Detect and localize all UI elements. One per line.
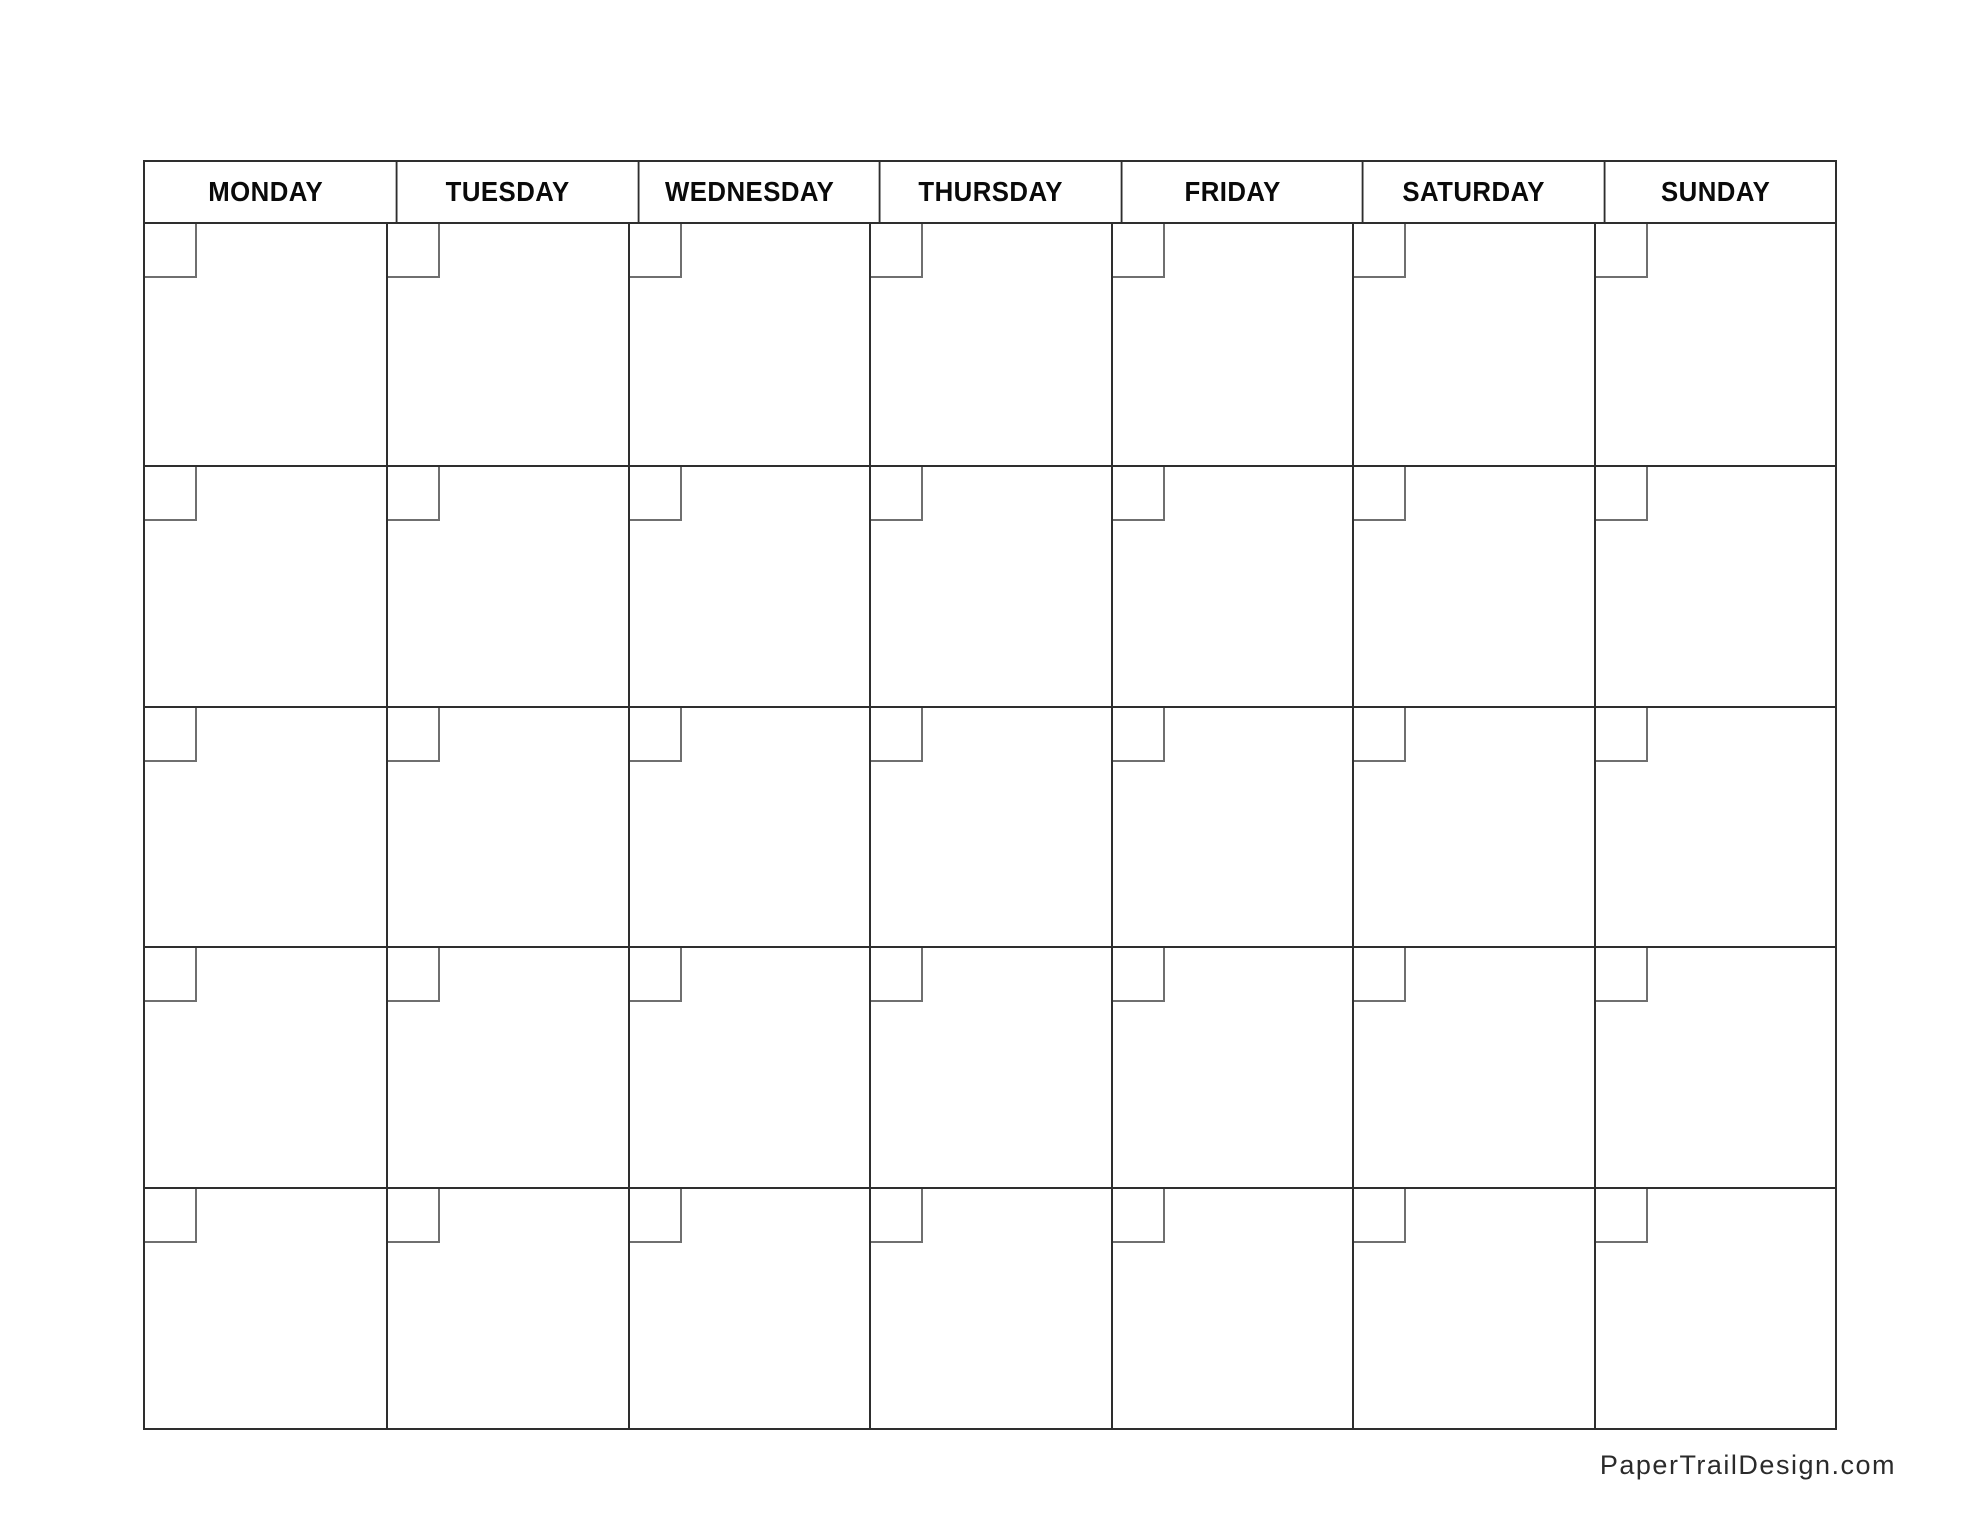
date-number-box <box>145 948 197 1002</box>
date-number-box <box>1596 467 1648 521</box>
calendar-cell <box>869 465 1110 706</box>
calendar-cell <box>628 465 869 706</box>
calendar-cell <box>386 1187 627 1428</box>
date-number-box <box>1113 224 1165 278</box>
calendar-cell <box>1594 1187 1835 1428</box>
date-number-box <box>1113 467 1165 521</box>
calendar-cell <box>628 1187 869 1428</box>
date-number-box <box>145 467 197 521</box>
date-number-box <box>145 708 197 762</box>
date-number-box <box>1354 708 1406 762</box>
calendar-cell <box>386 946 627 1187</box>
calendar-cell <box>145 465 386 706</box>
day-header-wednesday: WEDNESDAY <box>638 162 860 222</box>
calendar-header-row <box>145 162 1835 224</box>
date-number-box <box>871 948 923 1002</box>
calendar-cell <box>386 706 627 947</box>
calendar-cell <box>1111 1187 1352 1428</box>
date-number-box <box>388 467 440 521</box>
calendar-cell <box>1352 224 1593 465</box>
calendar-grid <box>143 160 1837 1430</box>
date-number-box <box>1596 948 1648 1002</box>
date-number-box <box>145 224 197 278</box>
day-header-tuesday: TUESDAY <box>396 162 618 222</box>
calendar-cell <box>1352 1187 1593 1428</box>
date-number-box <box>388 1189 440 1243</box>
day-header-friday: FRIDAY <box>1120 162 1342 222</box>
calendar-cell <box>145 1187 386 1428</box>
date-number-box <box>630 708 682 762</box>
calendar-cell <box>1594 946 1835 1187</box>
day-header-saturday: SATURDAY <box>1362 162 1584 222</box>
calendar-cell <box>869 224 1110 465</box>
date-number-box <box>1113 708 1165 762</box>
calendar-cell <box>869 706 1110 947</box>
calendar-cell <box>145 224 386 465</box>
date-number-box <box>630 948 682 1002</box>
date-number-box <box>630 224 682 278</box>
calendar-cell <box>628 224 869 465</box>
calendar-cell <box>145 946 386 1187</box>
calendar-cell <box>1352 706 1593 947</box>
date-number-box <box>1596 224 1648 278</box>
calendar-cell <box>628 946 869 1187</box>
calendar-cell <box>1111 706 1352 947</box>
calendar-cell <box>628 706 869 947</box>
calendar-cell <box>386 465 627 706</box>
date-number-box <box>871 1189 923 1243</box>
date-number-box <box>1354 224 1406 278</box>
date-number-box <box>871 708 923 762</box>
calendar-cell <box>1594 706 1835 947</box>
day-header-monday: MONDAY <box>208 176 324 207</box>
date-number-box <box>1354 467 1406 521</box>
date-number-box <box>145 1189 197 1243</box>
calendar-cell <box>1111 465 1352 706</box>
date-number-box <box>1354 1189 1406 1243</box>
calendar-body <box>145 224 1835 1428</box>
date-number-box <box>1596 1189 1648 1243</box>
calendar-cell <box>1111 946 1352 1187</box>
calendar-cell <box>869 1187 1110 1428</box>
calendar-cell <box>1594 224 1835 465</box>
calendar-cell <box>145 706 386 947</box>
calendar-cell <box>869 946 1110 1187</box>
date-number-box <box>388 948 440 1002</box>
date-number-box <box>871 224 923 278</box>
date-number-box <box>388 224 440 278</box>
date-number-box <box>1113 1189 1165 1243</box>
date-number-box <box>1596 708 1648 762</box>
calendar-cell <box>1352 465 1593 706</box>
date-number-box <box>1354 948 1406 1002</box>
date-number-box <box>630 1189 682 1243</box>
day-header-sunday: SUNDAY <box>1603 162 1825 222</box>
footer-credit: PaperTrailDesign.com <box>1599 1450 1896 1480</box>
calendar-cell <box>1594 465 1835 706</box>
date-number-box <box>388 708 440 762</box>
day-header-thursday: THURSDAY <box>879 162 1101 222</box>
date-number-box <box>871 467 923 521</box>
date-number-box <box>630 467 682 521</box>
date-number-box <box>1113 948 1165 1002</box>
calendar-cell <box>1352 946 1593 1187</box>
calendar-cell <box>1111 224 1352 465</box>
calendar-cell <box>386 224 627 465</box>
